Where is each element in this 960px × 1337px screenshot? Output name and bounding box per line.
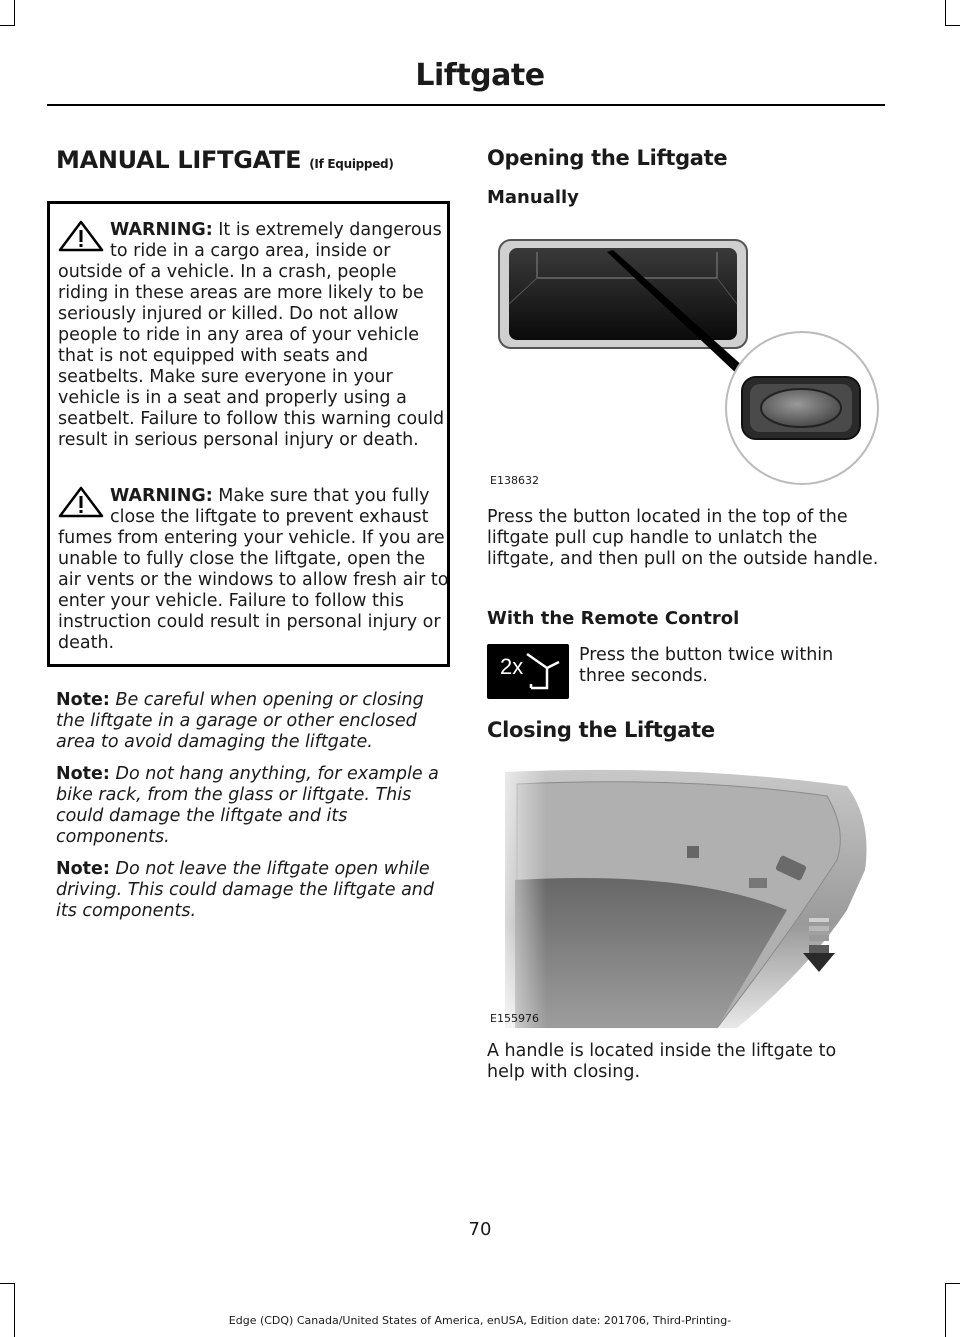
heading-closing: Closing the Liftgate [487,718,715,742]
warning-2 [58,486,451,654]
note-label: Note: [56,690,110,710]
note-2 [56,764,446,848]
crop-mark [14,0,15,26]
warning-label: WARNING: [110,220,213,240]
warning-box [47,201,450,667]
warning-triangle-icon [58,486,104,518]
note-1 [56,690,446,753]
section-heading [56,146,394,174]
subheading-manually: Manually [487,187,579,208]
footer-text: Edge (CDQ) Canada/United States of America, enUSA, Edition date: 201706, Third-Printing- [228,1314,732,1327]
warning-text: It is extremely dangerous to ride in a cargo area, inside or outside of a vehicle. In a crash, people riding in these areas are more likely to be seriously injured or killed. Do not allow people to ride in any area of your vehicle that is not equipped with seats and seatbelts. Make sure everyone in your vehicle is in a seat and properly using a seatbelt. Failure to follow this warning could result in serious personal injury or death. [58,220,445,450]
warning-triangle-icon [58,220,104,252]
header-rule [47,104,885,106]
page-number: 70 [468,1219,492,1240]
note-text: Do not leave the liftgate open while driving. This could damage the liftgate and its components. [56,859,435,921]
note-text: Be careful when opening or closing the liftgate in a garage or other enclosed area to avoid damaging the liftgate. [56,690,424,752]
warning-1 [58,220,451,451]
subheading-remote: With the Remote Control [487,608,740,629]
note-text: Do not hang anything, for example a bike rack, from the glass or liftgate. This could damage the liftgate and its components. [56,764,439,847]
note-label: Note: [56,859,110,879]
paragraph-close: A handle is located inside the liftgate to help with closing. [487,1041,837,1082]
crop-mark [945,0,946,26]
crop-mark [0,1283,14,1284]
figure-label: E138632 [490,474,539,487]
crop-mark [14,1283,15,1337]
heading-opening: Opening the Liftgate [487,146,728,170]
remote-liftgate-icon [487,644,569,699]
remote-icon-text: 2x [500,654,524,679]
section-heading-suffix: (If Equipped) [309,157,394,171]
crop-mark [946,1283,960,1284]
liftgate-handle-figure [487,222,882,490]
warning-text: Make sure that you fully close the liftgate to prevent exhaust fumes from entering your vehicle. If you are unable to fully close the liftgate, open the air vents or the windows to allow fresh air to enter your vehicle. Failure to follow this instruction could result in personal injury or death. [58,486,449,653]
crop-mark [0,25,14,26]
paragraph-manual: Press the button located in the top of the liftgate pull cup handle to unlatch the liftgate, and then pull on the outside handle. [487,507,879,569]
liftgate-interior-figure [487,760,882,1028]
warning-label: WARNING: [110,486,213,506]
crop-mark [946,25,960,26]
note-3 [56,859,446,922]
page-title: Liftgate [415,58,545,93]
figure-label: E155976 [490,1012,539,1025]
note-label: Note: [56,764,110,784]
paragraph-remote: Press the button twice within three seconds. [579,645,834,686]
section-heading-text: MANUAL LIFTGATE [56,146,302,174]
crop-mark [945,1283,946,1337]
